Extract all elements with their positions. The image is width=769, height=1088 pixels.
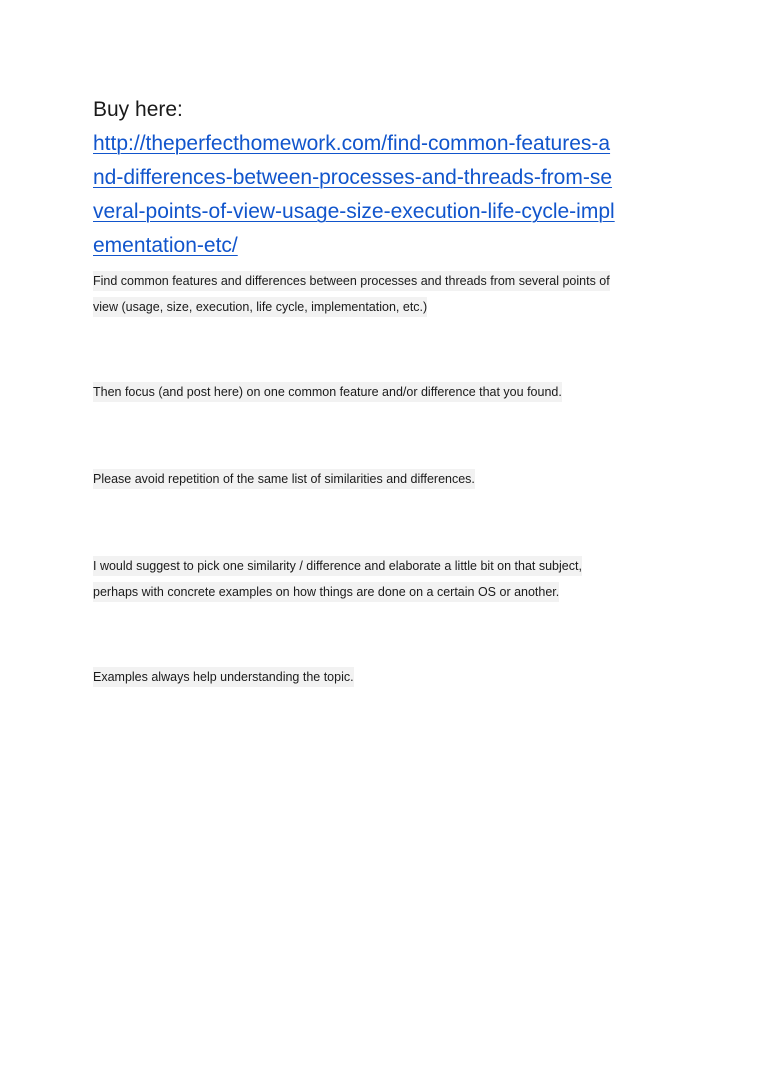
product-link-line[interactable]: http://theperfecthomework.com/find-common-features-a: [93, 132, 611, 155]
product-link[interactable]: [93, 127, 675, 263]
paragraph-line: view (usage, size, execution, life cycle, implementation, etc.): [93, 294, 610, 320]
paragraph-line: Then focus (and post here) on one common feature and/or difference that you found.: [93, 379, 562, 405]
paragraph-line: Find common features and differences between processes and threads from several points of: [93, 268, 610, 294]
paragraph-line: I would suggest to pick one similarity / difference and elaborate a little bit on that subject,: [93, 553, 582, 579]
paragraph-line: perhaps with concrete examples on how things are done on a certain OS or another.: [93, 579, 582, 605]
paragraph-examples: [93, 664, 354, 690]
paragraph-avoid-repetition: [93, 466, 475, 492]
product-link-line[interactable]: veral-points-of-view-usage-size-execution-life-cycle-impl: [93, 200, 615, 223]
product-link-line[interactable]: ementation-etc/: [93, 234, 238, 257]
paragraph-line: Please avoid repetition of the same list of similarities and differences.: [93, 466, 475, 492]
paragraph-then-focus: [93, 379, 562, 405]
product-link-line[interactable]: nd-differences-between-processes-and-threads-from-se: [93, 166, 613, 189]
buy-here-heading: Buy here:: [93, 98, 183, 121]
paragraph-find-common-features: [93, 268, 610, 320]
paragraph-line: Examples always help understanding the topic.: [93, 664, 354, 690]
paragraph-suggestion: [93, 553, 582, 605]
